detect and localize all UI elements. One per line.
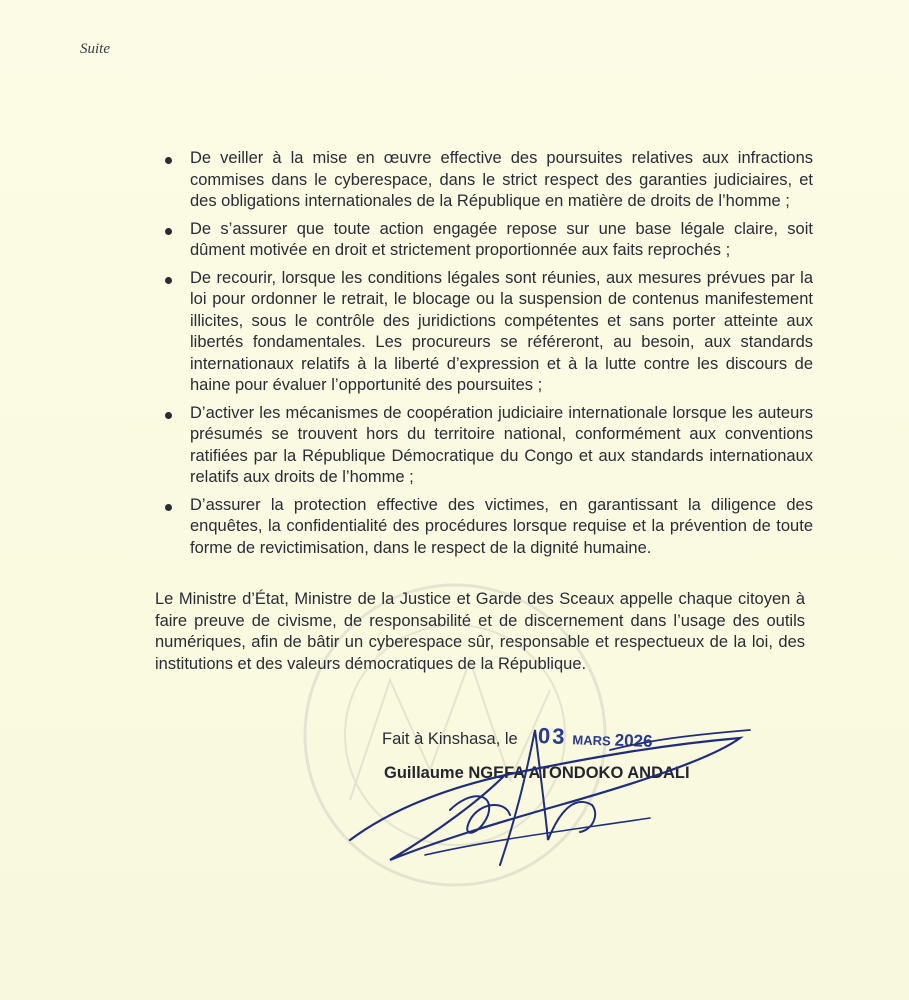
list-item [0, 403, 909, 489]
closing-paragraph: Le Ministre d’État, Ministre de la Justice et Garde des Sceaux appelle chaque citoyen à faire preuve de civisme, de responsabilité et de discernement dans l’usage des outils numériques, afin de bâtir un cyberespace sûr, responsable et respectueux de la loi, des institutions et des valeurs démocratiques de la République. [155, 590, 805, 673]
directive-list [0, 148, 909, 565]
list-item-text: De recourir, lorsque les conditions légales sont réunies, aux mesures prévues par la loi pour ordonner le retrait, le blocage ou la suspension de contenus manifestement illicites, sous le contrôle des juridictions compétentes et sans porter atteinte aux libertés fondamentales. Les procureurs se référeront, au besoin, aux standards internationaux relatifs à la liberté d’expression et à la lutte contre les discours de haine pour évaluer l’opportunité des poursuites ; [190, 268, 813, 394]
list-item-text: De veiller à la mise en œuvre effective des poursuites relatives aux infractions commises dans le cyberespace, dans le strict respect des garanties judiciaires, et des obligations internationales de la République en matière de droits de l’homme ; [190, 149, 813, 210]
list-item-text: D’activer les mécanismes de coopération judiciaire internationale lorsque les auteurs présumés se trouvent hors du territoire national, conformément aux conventions ratifiées par la République Démocratique du Congo et aux standards internationaux relatifs aux droits de l’homme ; [190, 403, 813, 486]
list-item-text: De s’assurer que toute action engagée repose sur une base légale claire, soit dûment motivée en droit et strictement proportionnée aux faits reprochés ; [190, 219, 813, 259]
bullet-icon [165, 157, 172, 164]
list-item [0, 495, 909, 560]
signatory-name: Guillaume NGEFA ATONDOKO ANDALI [384, 764, 690, 782]
bullet-icon [165, 277, 172, 284]
stamp-month: MARS [572, 732, 611, 749]
list-item [0, 148, 909, 213]
list-item [0, 268, 909, 397]
list-item [0, 219, 909, 262]
stamp-day: 03 [537, 723, 567, 749]
bullet-icon [165, 504, 172, 511]
continuation-label: Suite [80, 41, 110, 57]
bullet-icon [165, 228, 172, 235]
handwritten-signature [330, 690, 770, 880]
bullet-icon [165, 412, 172, 419]
stamp-year: 2026 [614, 730, 653, 751]
place-text: Fait à Kinshasa, le [382, 730, 518, 748]
list-item-text: D’assurer la protection effective des victimes, en garantissant la diligence des enquêtes, la confidentialité des procédures lorsque requise et la prévention de toute forme de revictimisation, dans le respect de la dignité humaine. [190, 495, 813, 557]
